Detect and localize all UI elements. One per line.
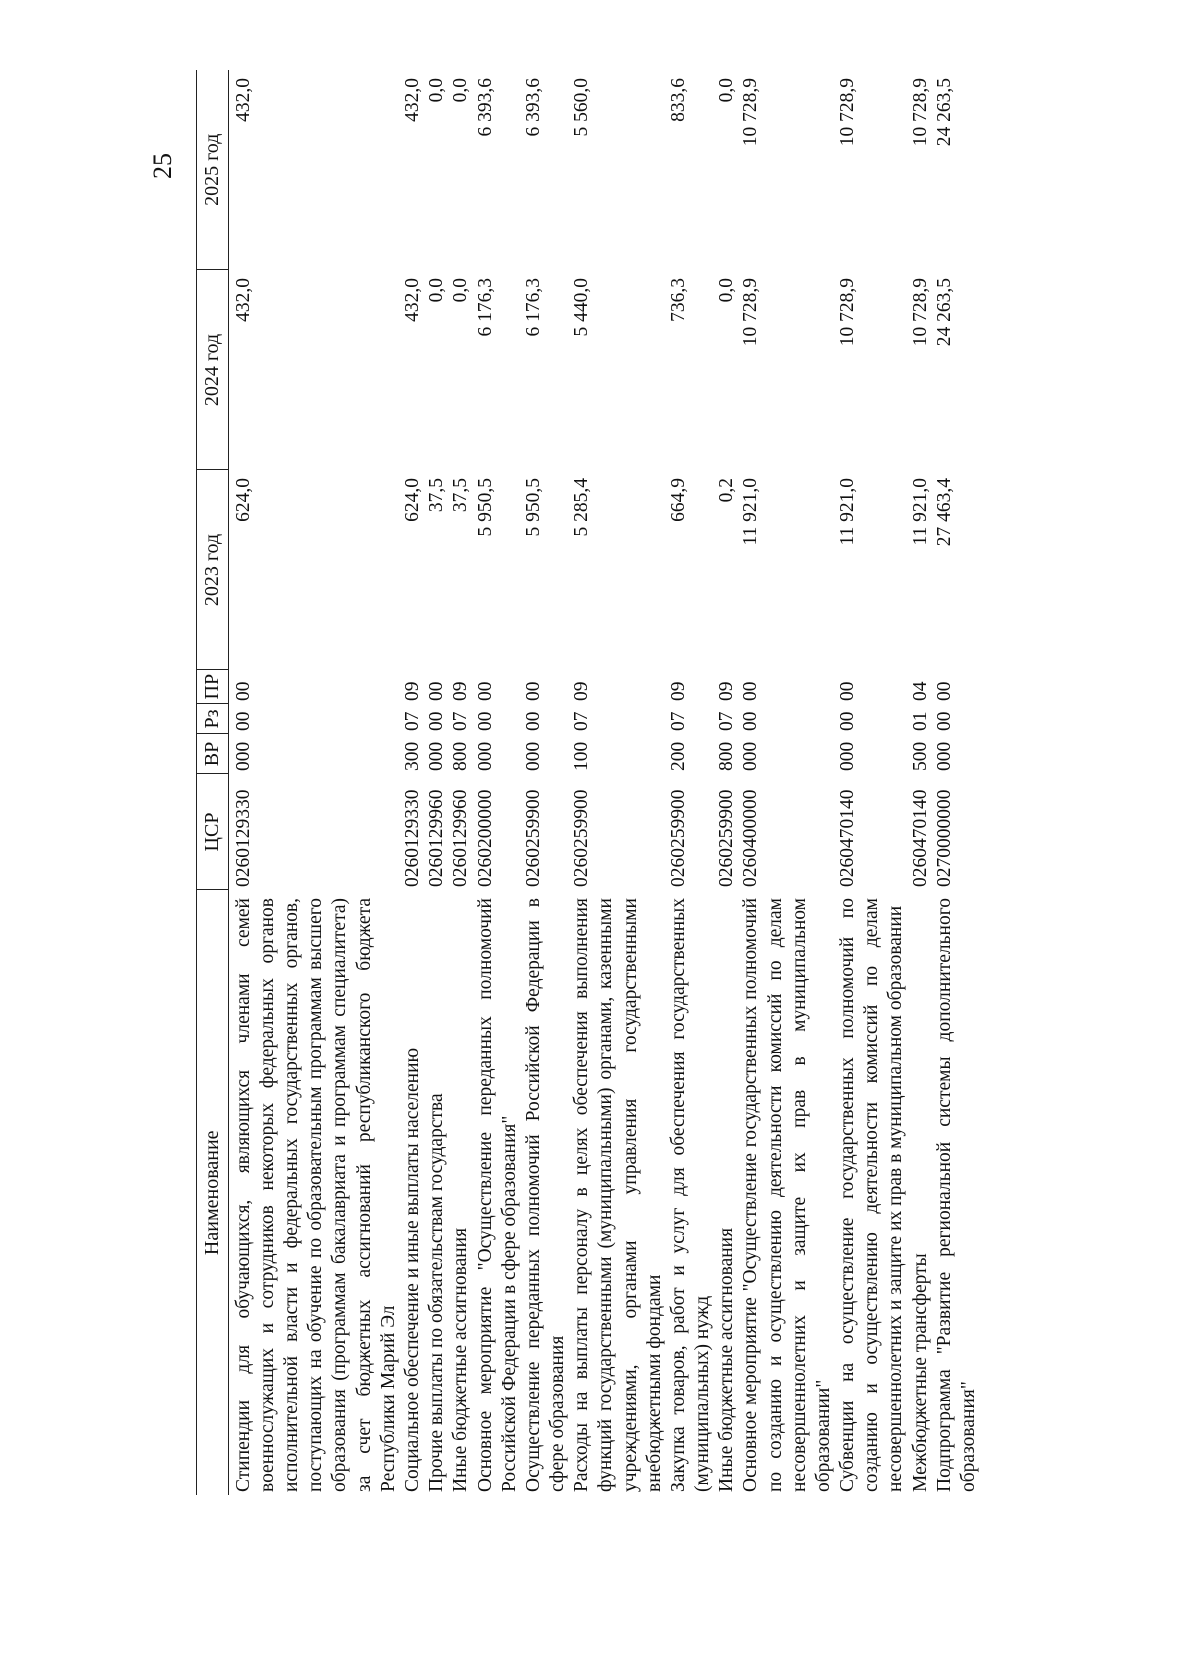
row-2023: 624,0: [402, 478, 423, 522]
row-vr: 800: [450, 741, 472, 771]
row-name: Подпрограмма "Развитие региональной системы дополнительного образования": [933, 898, 979, 1492]
row-csr: 0260400000: [740, 789, 762, 887]
row-pr: 00: [522, 681, 544, 701]
row-csr: 0260259900: [667, 789, 689, 887]
header-name: Наименование: [197, 890, 229, 1495]
row-2024: 432,0: [402, 278, 423, 322]
row-vr: 000: [474, 741, 496, 771]
row-rz: 00: [426, 711, 448, 731]
table-row: [739, 70, 836, 1495]
row-2023: 5 950,5: [474, 478, 496, 537]
row-csr: 0260470140: [837, 789, 859, 887]
row-vr: 000: [522, 741, 544, 771]
row-vr: 000: [232, 741, 254, 771]
row-2025: 10 728,9: [837, 78, 859, 147]
row-2025: 5 560,0: [571, 78, 593, 137]
row-vr: 500: [909, 741, 931, 771]
row-name: Субвенции на осуществление государственных полномочий по созданию и осуществлению деятельности комиссий по делам несовершеннолетних и защите их прав в муниципальном образовании: [837, 898, 907, 1492]
row-2024: 0,0: [716, 278, 738, 303]
row-2024: 6 176,3: [474, 278, 496, 337]
row-2023: 5 285,4: [571, 478, 593, 537]
row-name: Основное мероприятие "Осуществление переданных полномочий Российской Федерации в сфере образования": [474, 898, 520, 1492]
row-2025: 0,0: [450, 78, 472, 103]
row-2025: 6 393,6: [474, 78, 496, 137]
row-pr: 00: [837, 681, 859, 701]
budget-table: [196, 70, 981, 1495]
row-vr: 000: [426, 741, 448, 771]
row-2023: 11 921,0: [740, 478, 762, 546]
row-2024: 432,0: [232, 278, 254, 322]
row-name: Межбюджетные трансферты: [909, 1253, 931, 1492]
row-2023: 27 463,4: [933, 478, 955, 547]
row-2025: 0,0: [716, 78, 738, 103]
row-csr: 0260129960: [426, 789, 448, 887]
row-name: Иные бюджетные ассигнования: [450, 1227, 472, 1492]
row-rz: 07: [667, 711, 689, 731]
row-pr: 09: [450, 681, 472, 701]
row-name: Стипендии для обучающихся, являющихся членами семей военнослужащих и сотрудников некоторых федеральных органов исполнительной власти и федеральных государственных органов, поступающих на обучение по образовательным программам высшего образования (программам бакалавриата и программам специалитета) за счет бюджетных ассигнований республиканского бюджета Республики Марий Эл: [232, 898, 399, 1492]
table-row: [570, 70, 667, 1495]
row-csr: 0260470140: [909, 789, 931, 887]
header-2023: 2023 год: [197, 470, 229, 670]
row-name: Закупка товаров, работ и услуг для обеспечения государственных (муниципальных) нужд: [667, 898, 714, 1492]
row-csr: 0260129330: [232, 789, 254, 887]
row-2025: 432,0: [232, 78, 254, 122]
row-csr: 0260129960: [450, 789, 472, 887]
row-vr: 000: [740, 741, 762, 771]
row-2024: 0,0: [426, 278, 448, 303]
row-2025: 24 263,5: [933, 78, 955, 147]
row-name: Осуществление переданных полномочий Российской Федерации в сфере образования: [522, 898, 569, 1492]
table-header-row: [197, 70, 229, 1495]
row-2025: 833,6: [667, 78, 689, 122]
row-vr: 000: [837, 741, 859, 771]
row-rz: 00: [474, 711, 496, 731]
table-row: [449, 70, 473, 1495]
row-rz: 00: [522, 711, 544, 731]
row-pr: 09: [716, 681, 738, 701]
page-number: 25: [148, 153, 177, 179]
row-pr: 04: [909, 681, 931, 701]
row-rz: 07: [571, 711, 593, 731]
row-2024: 6 176,3: [522, 278, 544, 337]
row-csr: 0260259900: [522, 789, 544, 887]
row-vr: 100: [571, 741, 593, 771]
row-2023: 11 921,0: [837, 478, 859, 546]
header-2024: 2024 год: [197, 270, 229, 470]
table-row: [401, 70, 425, 1495]
table-row: [228, 70, 401, 1495]
table-row: [909, 70, 933, 1495]
row-rz: 07: [716, 711, 738, 731]
header-rz: Рз: [197, 704, 229, 734]
row-2025: 10 728,9: [740, 78, 762, 147]
row-pr: 09: [402, 681, 423, 701]
row-rz: 00: [232, 711, 254, 731]
table-row: [715, 70, 739, 1495]
row-rz: 07: [402, 711, 423, 731]
row-vr: 800: [716, 741, 738, 771]
table-body: [228, 70, 981, 1495]
header-2025: 2025 год: [197, 70, 229, 270]
row-rz: 00: [933, 711, 955, 731]
row-name: Социальное обеспечение и иные выплаты населению: [402, 1047, 423, 1492]
row-2024: 10 728,9: [837, 278, 859, 347]
row-2024: 10 728,9: [909, 278, 931, 347]
row-pr: 09: [571, 681, 593, 701]
row-vr: 000: [933, 741, 955, 771]
row-name: Иные бюджетные ассигнования: [716, 1227, 738, 1492]
row-2023: 11 921,0: [909, 478, 931, 546]
row-rz: 00: [837, 711, 859, 731]
row-2025: 10 728,9: [909, 78, 931, 147]
row-2025: 432,0: [402, 78, 423, 122]
row-csr: 0260129330: [402, 789, 423, 887]
row-csr: 0270000000: [933, 789, 955, 887]
row-2024: 5 440,0: [571, 278, 593, 337]
row-2024: 736,3: [667, 278, 689, 322]
row-rz: 00: [740, 711, 762, 731]
table-row: [667, 70, 715, 1495]
header-vr: ВР: [197, 734, 229, 774]
row-2024: 24 263,5: [933, 278, 955, 347]
row-2024: 0,0: [450, 278, 472, 303]
row-name: Основное мероприятие "Осуществление государственных полномочий по созданию и осуществлению деятельности комиссий по делам несовершеннолетних и защите их прав в муниципальном образовании": [740, 898, 834, 1492]
row-pr: 09: [667, 681, 689, 701]
row-name: Прочие выплаты по обязательствам государства: [426, 1093, 448, 1492]
row-2025: 0,0: [426, 78, 448, 103]
row-2023: 664,9: [667, 478, 689, 522]
row-rz: 01: [909, 711, 931, 731]
row-csr: 0260259900: [716, 789, 738, 887]
table-row: [474, 70, 522, 1495]
row-2023: 0,2: [716, 478, 738, 503]
row-2023: 37,5: [450, 478, 472, 513]
row-vr: 200: [667, 741, 689, 771]
row-rz: 07: [450, 711, 472, 731]
row-vr: 300: [402, 741, 423, 771]
row-2023: 37,5: [426, 478, 448, 513]
row-pr: 00: [933, 681, 955, 701]
row-csr: 0260259900: [571, 789, 593, 887]
table-row: [522, 70, 570, 1495]
header-pr: ПР: [197, 670, 229, 704]
header-csr: ЦСР: [197, 774, 229, 890]
row-csr: 0260200000: [474, 789, 496, 887]
row-pr: 00: [426, 681, 448, 701]
table-row: [933, 70, 981, 1495]
row-name: Расходы на выплаты персоналу в целях обеспечения выполнения функций государственными (муниципальными) органами, казенными учреждениями, органами управления государственными внебюджетными фондами: [571, 898, 665, 1492]
row-pr: 00: [740, 681, 762, 701]
row-pr: 00: [232, 681, 254, 701]
row-2024: 10 728,9: [740, 278, 762, 347]
row-pr: 00: [474, 681, 496, 701]
table-row: [425, 70, 449, 1495]
row-2023: 624,0: [232, 478, 254, 522]
row-2025: 6 393,6: [522, 78, 544, 137]
table-row: [836, 70, 909, 1495]
row-2023: 5 950,5: [522, 478, 544, 537]
